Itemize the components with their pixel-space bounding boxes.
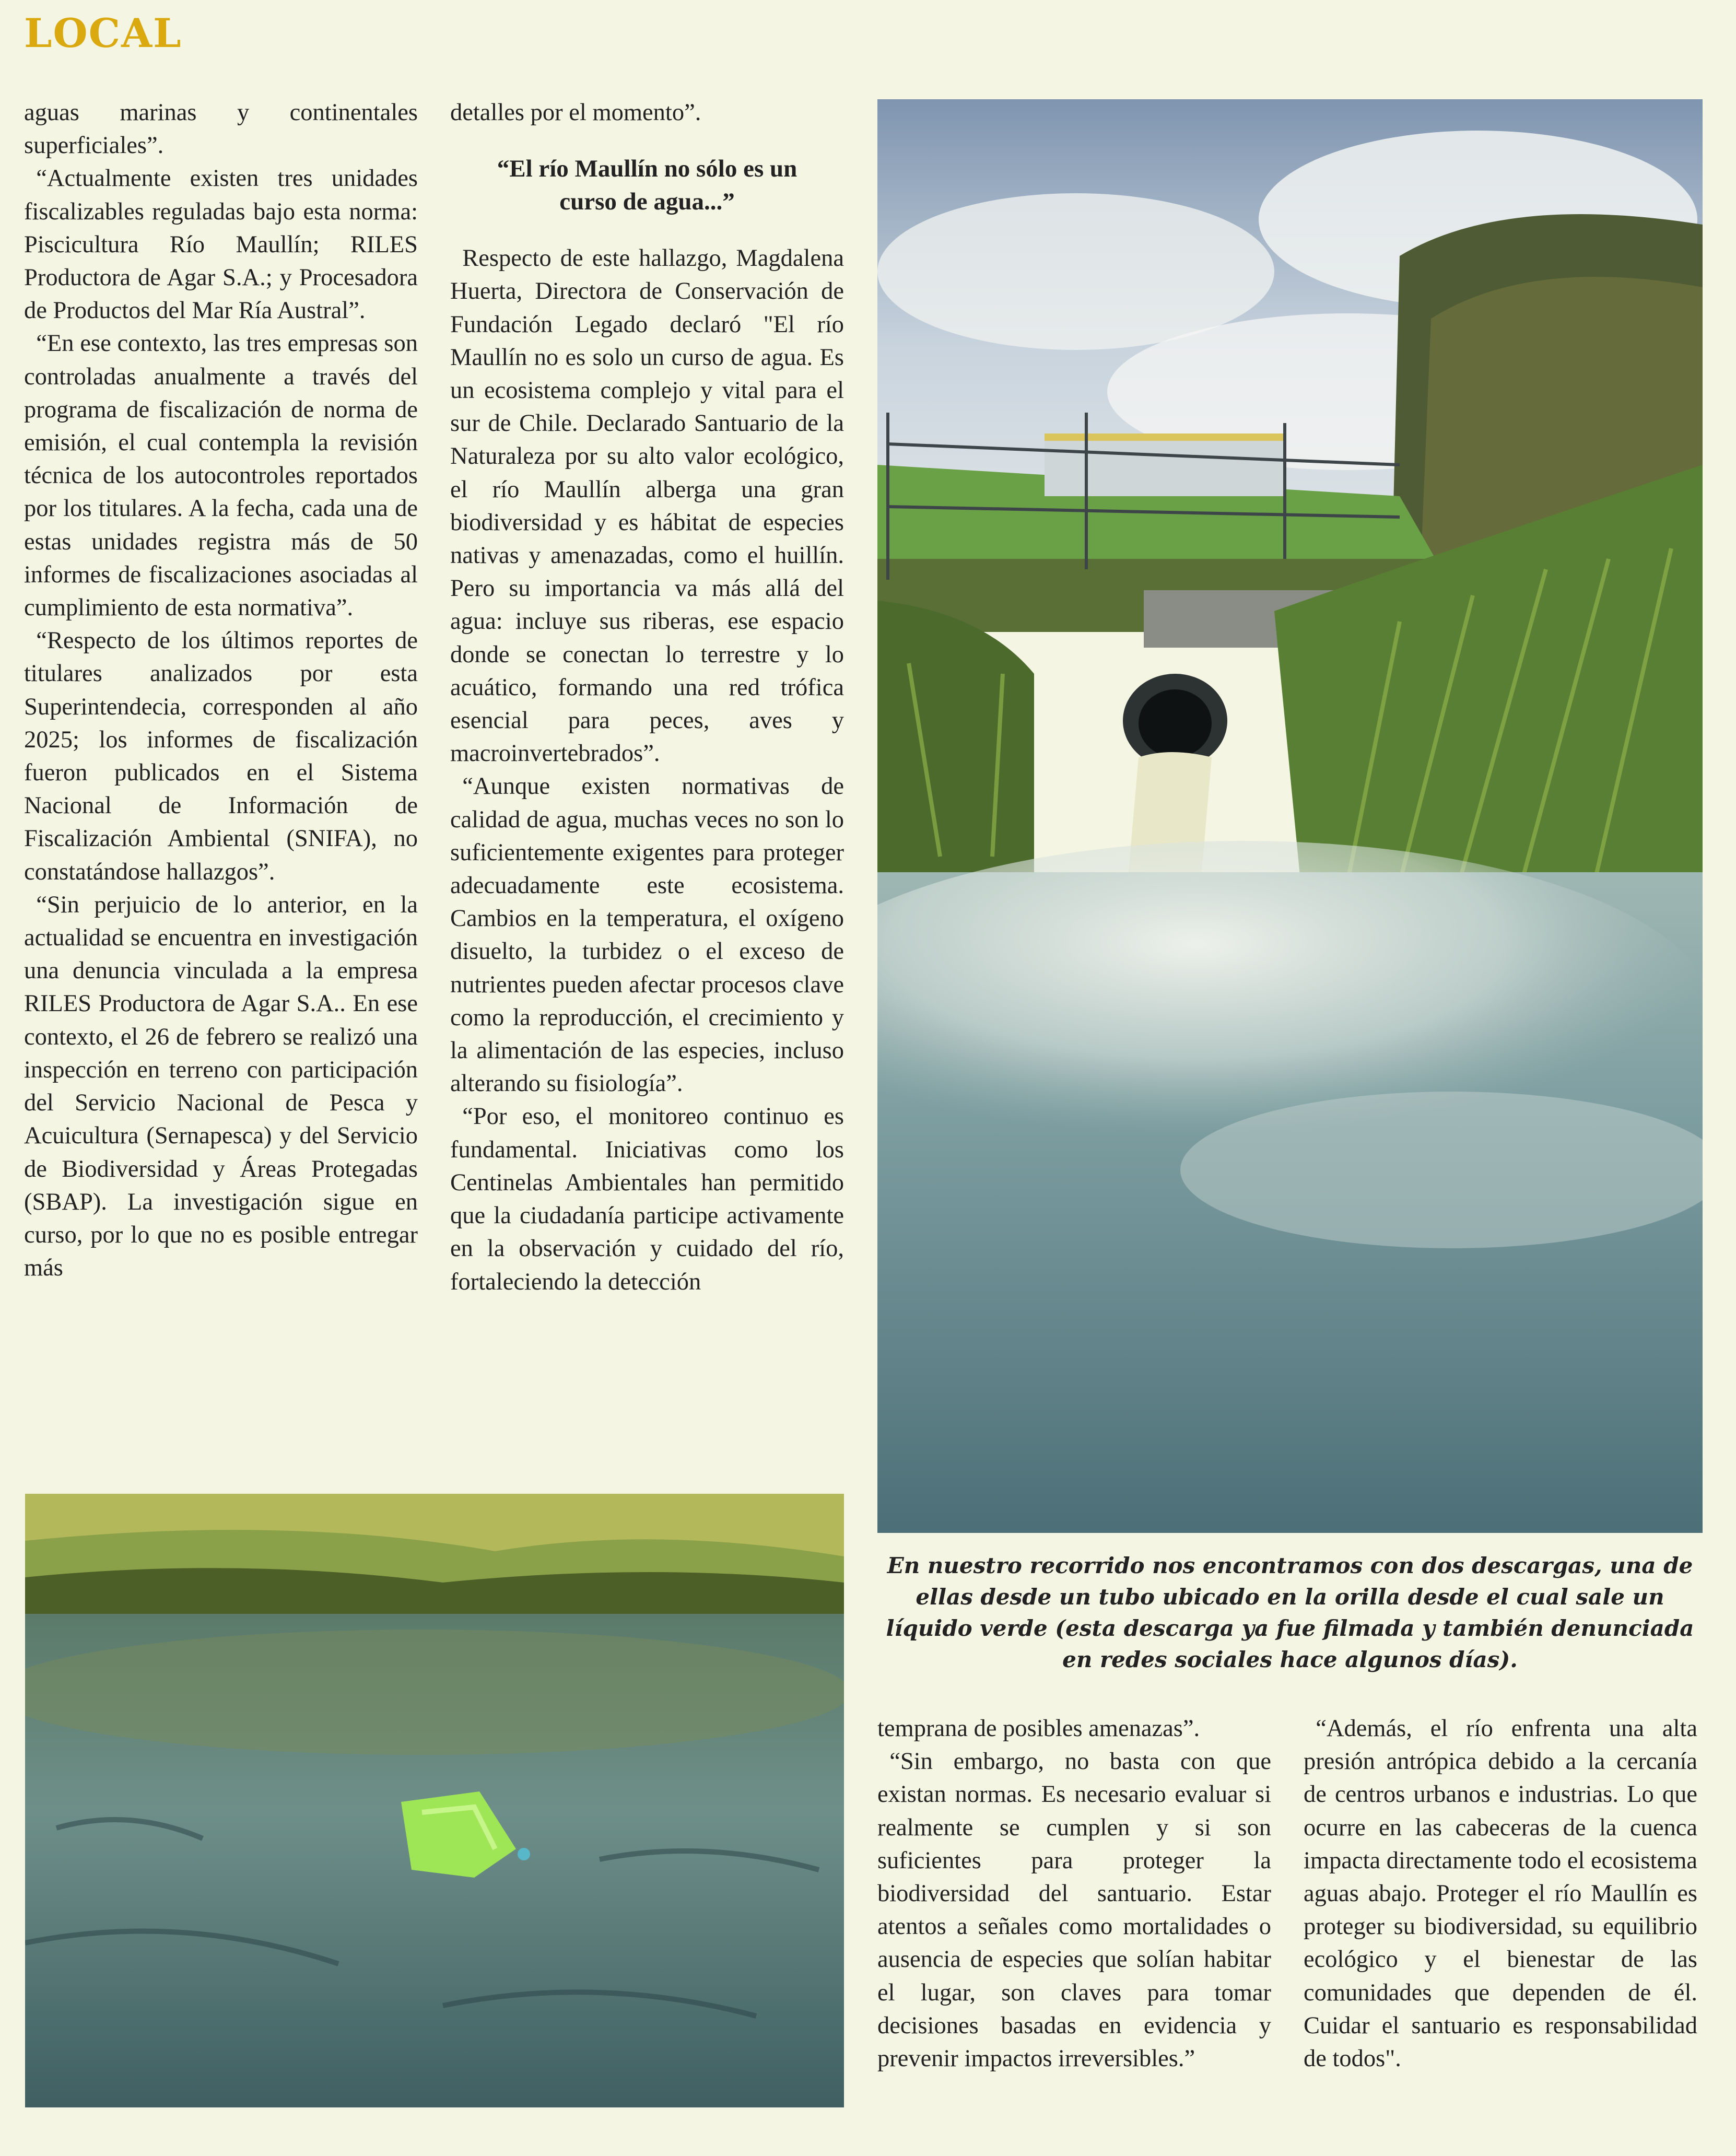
- article-column-3: [877, 1712, 1271, 2075]
- paragraph: “Además, el río enfrenta una alta presión antrópica debido a la cercanía de centros urbanos e industrias. Lo que ocurre en las cabeceras de la cuenca impacta directamente todo el ecosistema aguas abajo. Proteger el río Maullín es proteger su biodiversidad, su equilibrio ecológico y el bienestar de las comunidades que dependen de él. Cuidar el santuario es responsabilidad de todos".: [1304, 1715, 1698, 2072]
- paragraph: Respecto de este hallazgo, Magdalena Huerta, Directora de Conservación de Fundación Legado declaró "El río Maullín no es solo un curso de agua. Es un ecosistema complejo y vital para el sur de Chile. Declarado Santuario de la Naturaleza por su alto valor ecológico, el río Maullín alberga una gran biodiversidad y es hábitat de especies nativas y amenazadas, como el huillín. Pero su importancia va más allá del agua: incluye sus riberas, ese espacio donde se conectan lo terrestre y lo acuático, formando una red trófica esencial para peces, aves y macroinvertebrados”.: [450, 245, 844, 767]
- paragraph: detalles por el momento”.: [450, 99, 701, 126]
- article-column-2: [450, 96, 844, 1298]
- photo-discharge-pipe: [877, 99, 1703, 1533]
- paragraph: “Por eso, el monitoreo continuo es fundamental. Iniciativas como los Centinelas Ambientales han permitido que la ciudadanía participe activamente en la observación y cuidado del río, fortaleciendo la detección: [450, 1103, 844, 1295]
- photo-caption: En nuestro recorrido nos encontramos con dos descargas, una de ellas desde un tubo ubicado en la orilla desde el cual sale un líquido verde (esta descarga ya fue filmada y también denunciada en redes sociales hace algunos días).: [886, 1553, 1694, 1672]
- paragraph: “Sin embargo, no basta con que existan normas. Es necesario evaluar si realmente se cumplen y si son suficientes para proteger la biodiversidad del santuario. Estar atentos a señales como mortalidades o ausencia de especies que solían habitar el lugar, son claves para tomar decisiones basadas en evidencia y prevenir impactos irreversibles.”: [877, 1748, 1271, 2072]
- paragraph: “Sin perjuicio de lo anterior, en la actualidad se encuentra en investigación una denuncia vinculada a la empresa RILES Productora de Agar S.A.. En ese contexto, el 26 de febrero se realizó una inspección en terreno con participación del Servicio Nacional de Pesca y Acuicultura (Sernapesca) y del Servicio de Biodiversidad y Áreas Protegadas (SBAP). La investigación sigue en curso, por lo que no es posible entregar más: [24, 891, 418, 1282]
- discharge-pipe-image: [877, 99, 1703, 1533]
- paragraph: “Aunque existen normativas de calidad de agua, muchas veces no son lo suficientemente exigentes para proteger adecuadamente este ecosistema. Cambios en la temperatura, el oxígeno disuelto, la turbidez o el exceso de nutrientes pueden afectar procesos clave como la reproducción, el crecimiento y la alimentación de las especies, incluso alterando su fisiología”.: [450, 773, 844, 1097]
- paragraph: “En ese contexto, las tres empresas son controladas anualmente a través del programa de fiscalización de norma de emisión, el cual contempla la revisión técnica de los autocontroles reportados por los titulares. A la fecha, cada una de estas unidades registra más de 50 informes de fiscalizaciones asociadas al cumplimiento de esta normativa”.: [24, 330, 418, 622]
- section-label: LOCAL: [24, 10, 182, 56]
- article-column-1: [24, 96, 418, 1284]
- photo-river-bag: [25, 1494, 844, 2107]
- paragraph: “Actualmente existen tres unidades fiscalizables reguladas bajo esta norma: Piscicultura Río Maullín; RILES Productora de Agar S.A.; y Procesadora de Productos del Mar Ría Austral”.: [24, 165, 418, 324]
- paragraph: aguas marinas y continentales superficiales”.: [24, 99, 418, 159]
- paragraph: temprana de posibles amenazas”.: [877, 1715, 1200, 1742]
- river-bag-image: [25, 1494, 844, 2107]
- article-column-4: [1304, 1712, 1697, 2075]
- paragraph: “Respecto de los últimos reportes de titulares analizados por esta Superintendecia, corresponden al año 2025; los informes de fiscalización fueron publicados en el Sistema Nacional de Información de Fiscalización Ambiental (SNIFA), no constatándose hallazgos”.: [24, 627, 418, 885]
- subheading: “El río Maullín no sólo es un curso de agua...”: [497, 155, 797, 216]
